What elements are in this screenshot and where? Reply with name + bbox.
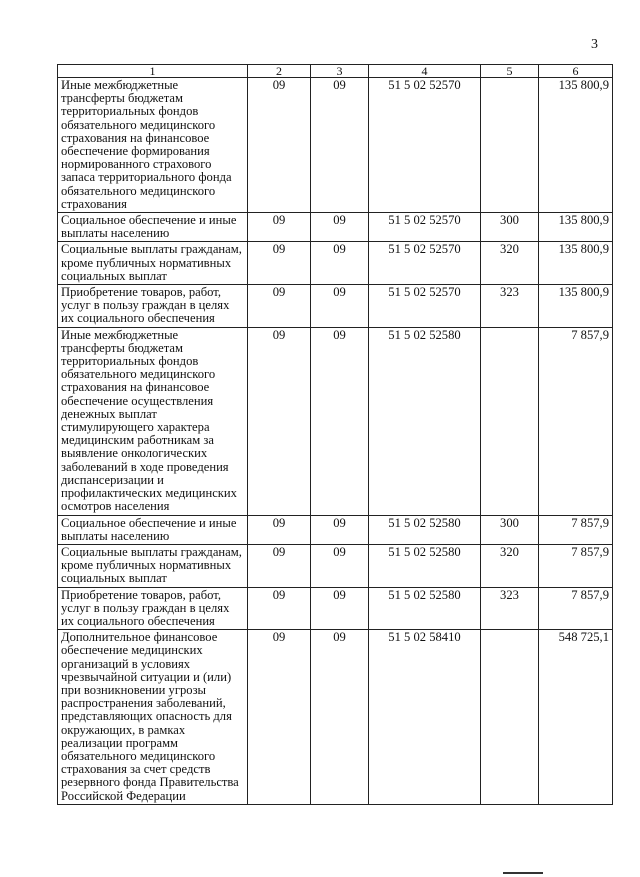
header-col-2: 2	[248, 65, 311, 78]
row-name: Социальное обеспечение и иные выплаты населению	[58, 213, 248, 242]
row-name: Социальное обеспечение и иные выплаты населению	[58, 515, 248, 544]
row-section: 09	[248, 242, 311, 285]
row-amount: 7 857,9	[539, 544, 613, 587]
row-subsection: 09	[311, 630, 369, 805]
row-section: 09	[248, 213, 311, 242]
budget-table	[57, 64, 613, 805]
header-col-5: 5	[481, 65, 539, 78]
row-target-code: 51 5 02 52570	[369, 242, 481, 285]
row-section: 09	[248, 285, 311, 328]
table-row	[58, 544, 613, 587]
header-col-1: 1	[58, 65, 248, 78]
row-subsection: 09	[311, 213, 369, 242]
table-row	[58, 242, 613, 285]
row-name: Иные межбюджетные трансферты бюджетам территориальных фондов обязательного медицинского страхования на финансовое обеспечение осуществления денежных выплат стимулирующего характера медицинским работникам за выявление онкологических заболеваний в ходе проведения диспансеризации и профилактических медицинских осмотров населения	[58, 327, 248, 515]
row-expense-type: 300	[481, 515, 539, 544]
row-name: Приобретение товаров, работ, услуг в пользу граждан в целях их социального обеспечения	[58, 587, 248, 630]
header-row	[58, 65, 613, 78]
row-amount: 135 800,9	[539, 78, 613, 213]
row-amount: 7 857,9	[539, 587, 613, 630]
row-subsection: 09	[311, 515, 369, 544]
row-section: 09	[248, 327, 311, 515]
row-section: 09	[248, 78, 311, 213]
header-col-6: 6	[539, 65, 613, 78]
row-target-code: 51 5 02 52580	[369, 587, 481, 630]
row-name: Социальные выплаты гражданам, кроме публичных нормативных социальных выплат	[58, 242, 248, 285]
row-expense-type	[481, 78, 539, 213]
row-section: 09	[248, 630, 311, 805]
row-target-code: 51 5 02 58410	[369, 630, 481, 805]
row-subsection: 09	[311, 78, 369, 213]
table-row	[58, 630, 613, 805]
header-col-3: 3	[311, 65, 369, 78]
row-target-code: 51 5 02 52580	[369, 515, 481, 544]
row-name: Иные межбюджетные трансферты бюджетам территориальных фондов обязательного медицинского страхования на финансовое обеспечение формирования нормированного страхового запаса территориального фонда обязательного медицинского страхования	[58, 78, 248, 213]
row-expense-type: 323	[481, 587, 539, 630]
row-expense-type: 323	[481, 285, 539, 328]
row-section: 09	[248, 587, 311, 630]
table-row	[58, 285, 613, 328]
table-row	[58, 515, 613, 544]
row-target-code: 51 5 02 52570	[369, 213, 481, 242]
row-target-code: 51 5 02 52580	[369, 327, 481, 515]
row-expense-type: 320	[481, 242, 539, 285]
row-section: 09	[248, 515, 311, 544]
row-target-code: 51 5 02 52570	[369, 78, 481, 213]
row-expense-type	[481, 630, 539, 805]
row-expense-type	[481, 327, 539, 515]
table-row	[58, 78, 613, 213]
table-row	[58, 213, 613, 242]
row-name: Приобретение товаров, работ, услуг в пользу граждан в целях их социального обеспечения	[58, 285, 248, 328]
row-amount: 7 857,9	[539, 515, 613, 544]
row-subsection: 09	[311, 327, 369, 515]
row-subsection: 09	[311, 587, 369, 630]
table-row	[58, 587, 613, 630]
row-amount: 135 800,9	[539, 285, 613, 328]
row-section: 09	[248, 544, 311, 587]
header-col-4: 4	[369, 65, 481, 78]
row-subsection: 09	[311, 242, 369, 285]
row-target-code: 51 5 02 52580	[369, 544, 481, 587]
row-amount: 548 725,1	[539, 630, 613, 805]
row-target-code: 51 5 02 52570	[369, 285, 481, 328]
page-number: 3	[591, 37, 598, 52]
row-name: Социальные выплаты гражданам, кроме публичных нормативных социальных выплат	[58, 544, 248, 587]
row-expense-type: 320	[481, 544, 539, 587]
row-amount: 135 800,9	[539, 242, 613, 285]
row-name: Дополнительное финансовое обеспечение медицинских организаций в условиях чрезвычайной ситуации и (или) при возникновении угрозы распространения заболеваний, представляющих опасность для окружающих, в рамках реализации программ обязательного медицинского страхования за счет средств резервного фонда Правительства Российской Федерации	[58, 630, 248, 805]
table-row	[58, 327, 613, 515]
row-amount: 135 800,9	[539, 213, 613, 242]
scan-mark	[503, 872, 543, 874]
row-amount: 7 857,9	[539, 327, 613, 515]
row-expense-type: 300	[481, 213, 539, 242]
row-subsection: 09	[311, 285, 369, 328]
row-subsection: 09	[311, 544, 369, 587]
